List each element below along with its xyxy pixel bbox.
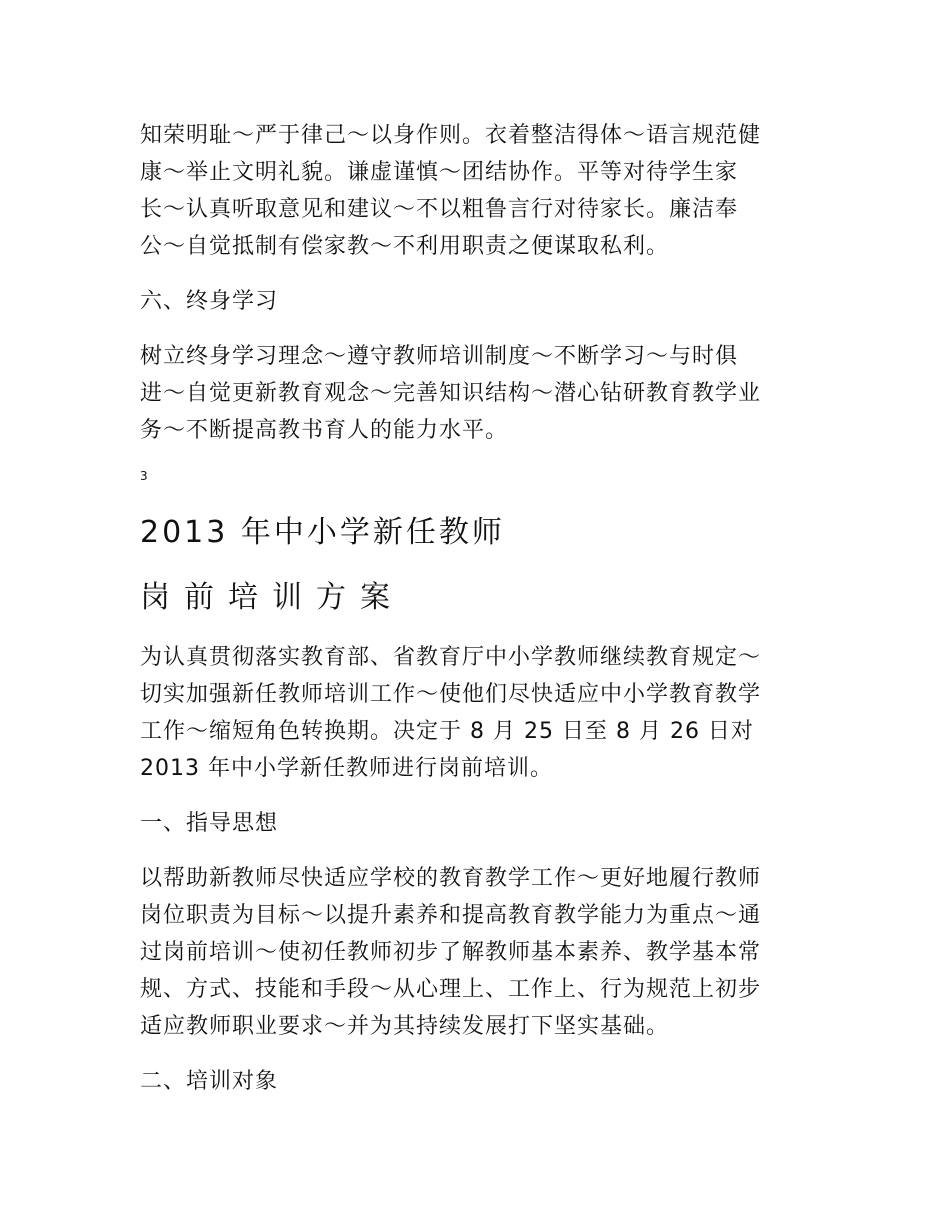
document-title-line2: 岗前培训方案 — [140, 580, 404, 615]
heading-text: 二、培训对象 — [140, 1069, 279, 1094]
paragraph-conduct — [140, 117, 820, 265]
document-title-line1: 2013 年中小学新任教师 — [140, 515, 505, 550]
paragraph-guiding-ideology — [140, 860, 820, 1045]
page-number: 3 — [140, 469, 148, 483]
text-line: 长～认真听取意见和建议～不以粗鲁言行对待家长。廉洁奉 — [140, 197, 739, 222]
heading-text: 一、指导思想 — [140, 811, 279, 836]
text-line: 工作～缩短角色转换期。决定于 8 月 25 日至 8 月 26 日对 — [140, 719, 754, 744]
heading-text: 六、终身学习 — [140, 289, 279, 314]
text-line: 树立终身学习理念～遵守教师培训制度～不断学习～与时俱 — [140, 344, 739, 369]
text-line: 切实加强新任教师培训工作～使他们尽快适应中小学教育教学 — [140, 682, 762, 707]
text-line: 公～自觉抵制有偿家教～不利用职责之便谋取私利。 — [140, 234, 670, 259]
text-line: 务～不断提高教书育人的能力水平。 — [140, 418, 509, 443]
section-heading-guiding-ideology — [140, 805, 820, 842]
text-line: 岗位职责为目标～以提升素养和提高教育教学能力为重点～通 — [140, 903, 762, 928]
paragraph-intro — [140, 639, 820, 787]
paragraph-lifelong-learning — [140, 338, 820, 449]
text-line: 康～举止文明礼貌。谦虚谨慎～团结协作。平等对待学生家 — [140, 160, 739, 185]
text-line: 知荣明耻～严于律己～以身作则。衣着整洁得体～语言规范健 — [140, 123, 762, 148]
text-line: 进～自觉更新教育观念～完善知识结构～潜心钻研教育教学业 — [140, 381, 762, 406]
text-line: 过岗前培训～使初任教师初步了解教师基本素养、教学基本常 — [140, 940, 762, 965]
section-heading-lifelong-learning — [140, 283, 820, 320]
text-line: 以帮助新教师尽快适应学校的教育教学工作～更好地履行教师 — [140, 866, 762, 891]
section-heading-training-targets — [140, 1063, 820, 1100]
text-line: 2013 年中小学新任教师进行岗前培训。 — [140, 756, 553, 781]
text-line: 适应教师职业要求～并为其持续发展打下坚实基础。 — [140, 1014, 670, 1039]
text-line: 为认真贯彻落实教育部、省教育厅中小学教师继续教育规定～ — [140, 645, 762, 670]
text-line: 规、方式、技能和手段～从心理上、工作上、行为规范上初步 — [140, 977, 762, 1002]
